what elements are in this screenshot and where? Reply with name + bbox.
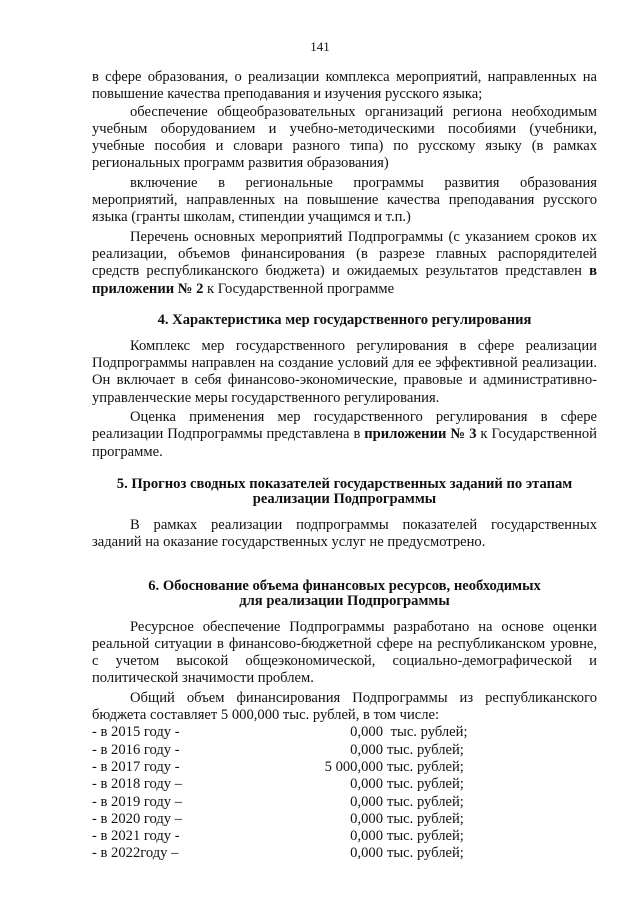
year-row	[92, 724, 597, 741]
intro-paragraph-3: включение в региональные программы развития образования мероприятий, направленных на повышение качества преподавания русского языка (гранты школам, стипендии учащимся и т.п.)	[92, 174, 597, 226]
year-unit: тыс. рублей;	[387, 793, 464, 810]
year-amount: 0,000	[350, 741, 383, 758]
section-4-p2-text: Оценка применения мер государственного регулирования в сфере реализации Подпрограммы представлена в	[92, 409, 597, 443]
year-label: - в 2020 году –	[92, 810, 183, 827]
year-label: - в 2022году –	[92, 845, 179, 862]
year-amount: 0,000	[350, 776, 383, 793]
year-row	[92, 759, 597, 776]
section-6-heading	[92, 579, 597, 609]
intro-p4-text: Перечень основных мероприятий Подпрограммы (с указанием сроков их реализации, объемов финансирования (в разрезе главных распорядителей средств республиканского бюджета) и ожидаемых результатов представлен	[92, 228, 597, 280]
year-label: - в 2018 году –	[92, 776, 183, 793]
appendix-2-reference: в приложении № 2	[92, 263, 597, 297]
year-label: - в 2017 году -	[92, 758, 180, 775]
year-row	[92, 794, 597, 811]
section-4-heading: 4. Характеристика мер государственного регулирования	[157, 311, 532, 328]
year-amount: 0,000	[350, 828, 383, 845]
year-amount: 0,000	[350, 724, 383, 741]
section-4-paragraph-2	[92, 409, 597, 461]
year-label: - в 2021 году -	[92, 828, 180, 845]
year-unit: тыс. рублей;	[387, 758, 464, 775]
year-row	[92, 828, 597, 845]
section-5-heading-line-2: реализации Подпрограммы	[252, 490, 437, 507]
year-label: - в 2016 году -	[92, 741, 180, 758]
section-5-heading	[92, 477, 597, 507]
section-5-paragraph-1: В рамках реализации подпрограммы показателей государственных заданий на оказание государственных услуг не предусмотрено.	[92, 516, 597, 551]
section-6-paragraph-1: Ресурсное обеспечение Подпрограммы разработано на основе оценки реальной ситуации в финансово-бюджетной сфере на республиканском уровне, с учетом высокой общеэкономической, социально-демографической и политической значимости проблем.	[92, 618, 597, 687]
year-row	[92, 811, 597, 828]
year-unit: тыс. рублей;	[387, 845, 464, 862]
year-row	[92, 776, 597, 793]
section-6-paragraph-2: Общий объем финансирования Подпрограммы из республиканского бюджета составляет 5 000,000 тыс. рублей, в том числе:	[92, 689, 597, 724]
year-label: - в 2019 году –	[92, 793, 183, 810]
year-row	[92, 845, 597, 862]
section-6-heading-line-1: 6. Обоснование объема финансовых ресурсов, необходимых	[148, 577, 541, 594]
year-amount: 0,000	[350, 793, 383, 810]
year-unit: тыс. рублей;	[387, 741, 464, 758]
intro-paragraph-4	[92, 229, 597, 298]
year-row	[92, 742, 597, 759]
year-amount: 0,000	[350, 810, 383, 827]
year-unit: тыс. рублей;	[387, 776, 464, 793]
year-unit: тыс. рублей;	[387, 828, 464, 845]
section-4-p2-tail: к Государственной программе.	[92, 426, 597, 460]
intro-p4-tail: к Государственной программе	[203, 280, 395, 297]
year-amount: 0,000	[350, 845, 383, 862]
appendix-3-reference: приложении № 3	[364, 426, 477, 443]
page-number: 141	[310, 39, 330, 54]
section-5-heading-line-1: 5. Прогноз сводных показателей государственных заданий по этапам	[116, 475, 573, 492]
funding-by-year-list	[92, 724, 597, 862]
intro-paragraph-2: обеспечение общеобразовательных организаций региона необходимым учебным оборудованием и учебно-методическими пособиями (учебники, учебные пособия и словари разного типа) по русскому языку (в рамках региональных программ развития образования)	[92, 103, 597, 172]
intro-paragraph-1: в сфере образования, о реализации комплекса мероприятий, направленных на повышение качества преподавания и изучения русского языка;	[92, 69, 597, 103]
year-amount: 5 000,000	[324, 758, 383, 775]
year-unit: тыс. рублей;	[387, 810, 464, 827]
year-label: - в 2015 году -	[92, 724, 180, 741]
section-4-paragraph-1: Комплекс мер государственного регулирования в сфере реализации Подпрограммы направлен на создание условий для ее эффективной реализации. Он включает в себя финансово-экономические, правовые и административно-управленческие меры государственного регулирования.	[92, 337, 597, 406]
section-6-heading-line-2: для реализации Подпрограммы	[239, 592, 450, 609]
page-content	[92, 69, 597, 863]
year-unit: тыс. рублей;	[387, 724, 468, 741]
